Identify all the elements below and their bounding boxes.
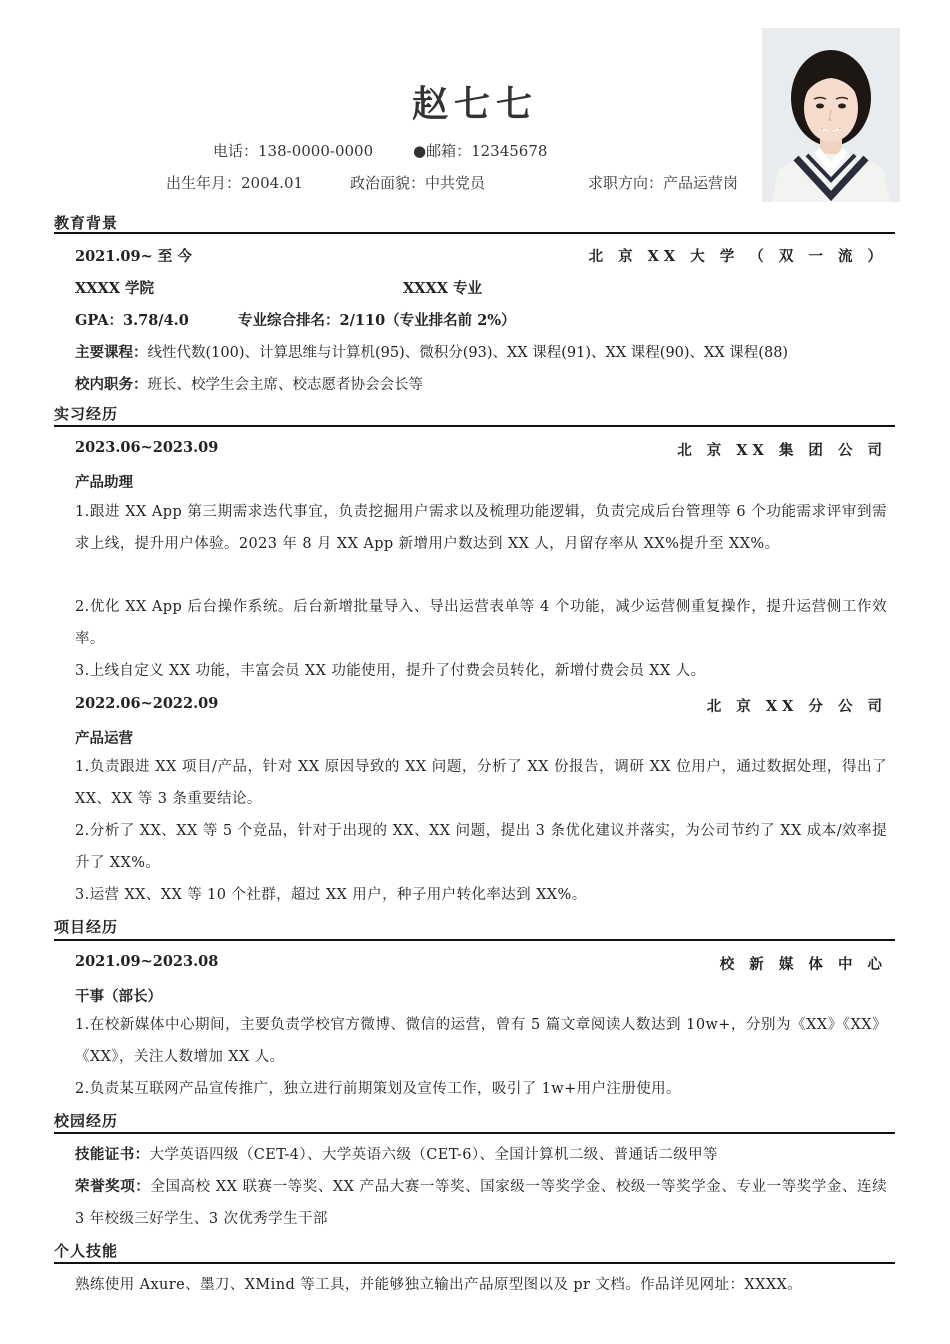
certificates-label: 技能证书： (75, 1146, 150, 1163)
certificates-list: 大学英语四级（CET-4）、大学英语六级（CET-6）、全国计算机二级、普通话二级甲等 (149, 1147, 718, 1163)
job-period: 2022.06~2022.09 (75, 695, 219, 712)
education-period: 2021.09~ 至 今 (75, 248, 192, 265)
courses-list: 线性代数(100)、计算思维与计算机(95)、微积分(93)、XX 课程(91)、XX 课程(90)、XX 课程(88) (147, 345, 789, 361)
profile-photo (762, 28, 900, 202)
job-item: 3.运营 XX、XX 等 10 个社群，超过 XX 用户，种子用户转化率达到 XX%。 (75, 887, 587, 903)
school-name: 北 京 XX 大 学 （ 双 一 流 ） (588, 248, 887, 265)
roles-line (75, 373, 887, 394)
job-target: 求职方向：产品运营岗 (588, 174, 739, 192)
courses-label: 主要课程： (75, 344, 148, 361)
roles-label: 校内职务： (75, 376, 148, 393)
courses-line (75, 341, 887, 362)
section-divider (54, 939, 895, 941)
job-role: 产品运营 (75, 730, 133, 747)
candidate-name: 赵七七 (411, 83, 538, 125)
section-title-skills: 个人技能 (54, 1242, 119, 1260)
political-status: 政治面貌：中共党员 (350, 174, 486, 192)
job-company: 北 京 XX 集 团 公 司 (677, 442, 887, 459)
job-item: 3.上线自定义 XX 功能，丰富会员 XX 功能使用，提升了付费会员转化，新增付费会员 XX 人。 (75, 663, 706, 679)
roles-list: 班长、校学生会主席、校志愿者协会会长等 (147, 377, 423, 393)
job-item: 1.负责跟进 XX 项目/产品，针对 XX 原因导致的 XX 问题，分析了 XX 份报告，调研 XX 位用户，通过数据处理，得出了 XX、XX 等 3 条重要结论。 (75, 759, 887, 807)
honors-line (75, 1171, 887, 1235)
section-title-project: 项目经历 (54, 918, 119, 936)
honors-label: 荣誉奖项： (75, 1178, 151, 1195)
project-org: 校 新 媒 体 中 心 (719, 956, 887, 973)
project-item: 1.在校新媒体中心期间，主要负责学校官方微博、微信的运营，曾有 5 篇文章阅读人数达到 10w+，分别为《XX》《XX》《XX》，关注人数增加 XX 人。 (75, 1017, 887, 1065)
skills-text: 熟练使用 Axure、墨刀、XMind 等工具，并能够独立输出产品原型图以及 pr 文档。作品详见网址：XXXX。 (75, 1277, 803, 1293)
major-rank: 专业综合排名：2/110（专业排名前 2%） (238, 312, 516, 329)
section-divider (54, 1262, 895, 1264)
major: XXXX 专业 (403, 280, 483, 297)
section-divider (54, 232, 895, 234)
project-period: 2021.09~2023.08 (75, 953, 219, 970)
job-role: 产品助理 (75, 474, 133, 491)
section-title-education: 教育背景 (54, 214, 119, 232)
certificates-line (75, 1139, 887, 1171)
section-title-campus: 校园经历 (54, 1112, 119, 1130)
section-title-internship: 实习经历 (54, 405, 119, 423)
project-role: 干事（部长） (75, 988, 162, 1005)
job-item: 2.分析了 XX、XX 等 5 个竞品，针对于出现的 XX、XX 问题，提出 3 条优化建议并落实，为公司节约了 XX 成本/效率提升了 XX%。 (75, 823, 887, 871)
job-company: 北 京 XX 分 公 司 (706, 698, 887, 715)
section-divider (54, 425, 895, 427)
email: ●邮箱：12345678 (413, 142, 548, 160)
portrait-illustration (762, 28, 900, 202)
honors-list: 全国高校 XX 联赛一等奖、XX 产品大赛一等奖、国家级一等奖学金、校级一等奖学金、专业一等奖学金、连续 3 年校级三好学生、3 次优秀学生干部 (75, 1179, 887, 1227)
gpa: GPA：3.78/4.0 (75, 312, 189, 329)
project-item: 2.负责某互联网产品宣传推广，独立进行前期策划及宣传工作，吸引了 1w+用户注册使用。 (75, 1081, 681, 1097)
birth-date: 出生年月：2004.01 (166, 174, 304, 192)
college: XXXX 学院 (75, 280, 155, 297)
section-divider (54, 1132, 895, 1134)
job-item: 1.跟进 XX App 第三期需求迭代事宜，负责挖掘用户需求以及梳理功能逻辑，负责完成后台管理等 6 个功能需求评审到需求上线，提升用户体验。2023 年 8 月 XX App 新增用户数达到 XX 人，月留存率从 XX%提升至 XX%。 (75, 504, 887, 552)
job-period: 2023.06~2023.09 (75, 439, 219, 456)
job-item: 2.优化 XX App 后台操作系统。后台新增批量导入、导出运营表单等 4 个功能，减少运营侧重复操作，提升运营侧工作效率。 (75, 599, 887, 647)
phone: 电话：138-0000-0000 (213, 142, 374, 160)
